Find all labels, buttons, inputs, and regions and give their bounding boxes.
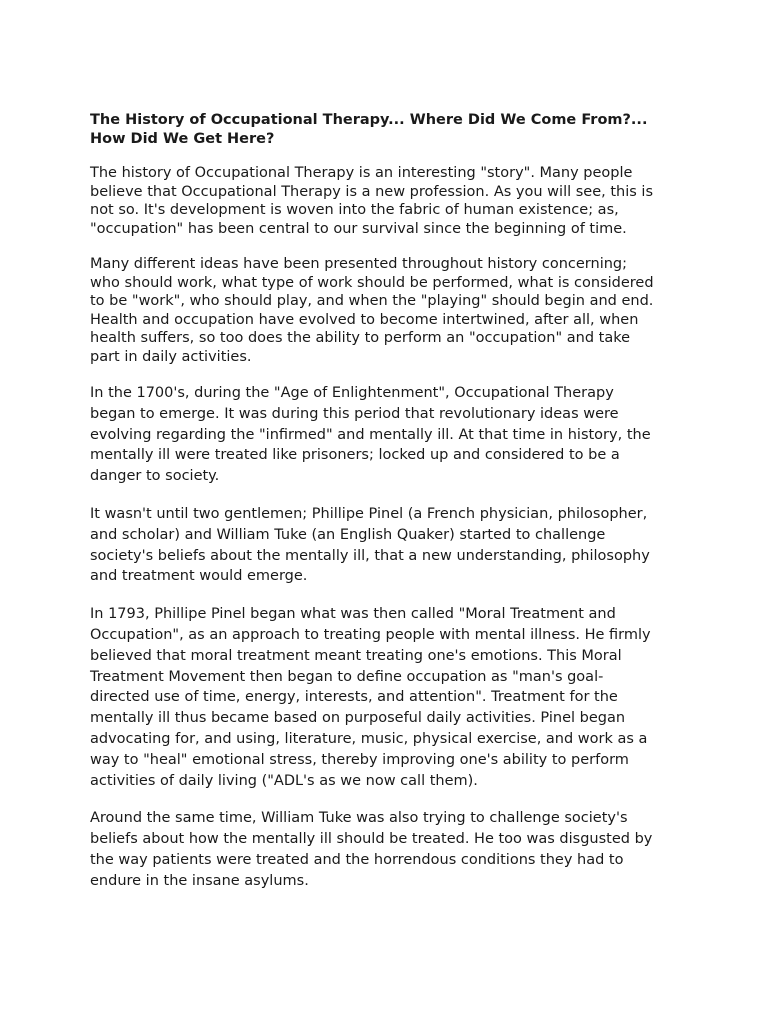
paragraph-moral-treatment	[90, 604, 690, 791]
text-line: not so. It's development is woven into the fabric of human existence; as,	[90, 202, 619, 218]
text-line: to be "work", who should play, and when the "playing" should begin and end.	[90, 293, 654, 309]
text-line: directed use of time, energy, interests, and attention". Treatment for the	[90, 689, 618, 706]
document-page	[90, 111, 690, 909]
text-line: danger to society.	[90, 468, 220, 485]
text-line: began to emerge. It was during this period that revolutionary ideas were	[90, 405, 619, 422]
text-line: beliefs about how the mentally ill should be treated. He too was disgusted by	[90, 831, 653, 848]
paragraph-enlightenment	[90, 383, 690, 487]
text-line: The history of Occupational Therapy is an interesting "story". Many people	[90, 165, 633, 181]
paragraph-ideas	[90, 255, 690, 366]
title-line: How Did We Get Here?	[90, 131, 275, 147]
text-line: health suffers, so too does the ability to perform an "occupation" and take	[90, 330, 631, 346]
text-line: mentally ill were treated like prisoners; locked up and considered to be a	[90, 447, 620, 464]
text-line: society's beliefs about the mentally ill, that a new understanding, philosophy	[90, 547, 650, 564]
text-line: Around the same time, William Tuke was also trying to challenge society's	[90, 810, 628, 827]
text-line: advocating for, and using, literature, music, physical exercise, and work as a	[90, 730, 648, 747]
text-line: and scholar) and William Tuke (an English Quaker) started to challenge	[90, 526, 606, 543]
text-line: the way patients were treated and the horrendous conditions they had to	[90, 851, 624, 868]
paragraph-intro	[90, 164, 690, 238]
text-line: believed that moral treatment meant treating one's emotions. This Moral	[90, 647, 622, 664]
text-line: who should work, what type of work should be performed, what is considered	[90, 274, 654, 291]
text-line: way to "heal" emotional stress, thereby improving one's ability to perform	[90, 751, 629, 768]
text-line: mentally ill thus became based on purposeful daily activities. Pinel began	[90, 710, 626, 727]
text-line: "occupation" has been central to our survival since the beginning of time.	[90, 220, 627, 237]
title-line: The History of Occupational Therapy... Where Did We Come From?...	[90, 112, 648, 128]
text-line: and treatment would emerge.	[90, 568, 308, 585]
text-line: evolving regarding the "infirmed" and mentally ill. At that time in history, the	[90, 426, 651, 443]
text-line: endure in the insane asylums.	[90, 872, 309, 889]
text-line: It wasn't until two gentlemen; Phillipe Pinel (a French physician, philosopher,	[90, 505, 648, 522]
text-line: In 1793, Phillipe Pinel began what was then called "Moral Treatment and	[90, 606, 616, 623]
text-line: believe that Occupational Therapy is a new profession. As you will see, this is	[90, 183, 653, 200]
text-line: Many different ideas have been presented throughout history concerning;	[90, 256, 627, 272]
paragraph-pinel-tuke	[90, 504, 690, 587]
text-line: activities of daily living ("ADL's as we now call them).	[90, 772, 478, 789]
text-line: Treatment Movement then began to define occupation as "man's goal-	[90, 668, 604, 685]
text-line: In the 1700's, during the "Age of Enlightenment", Occupational Therapy	[90, 385, 614, 401]
text-line: Health and occupation have evolved to become intertwined, after all, when	[90, 311, 639, 328]
paragraph-tuke	[90, 808, 690, 891]
document-title	[90, 111, 690, 149]
text-line: Occupation", as an approach to treating people with mental illness. He firmly	[90, 626, 651, 643]
text-line: part in daily activities.	[90, 348, 252, 365]
